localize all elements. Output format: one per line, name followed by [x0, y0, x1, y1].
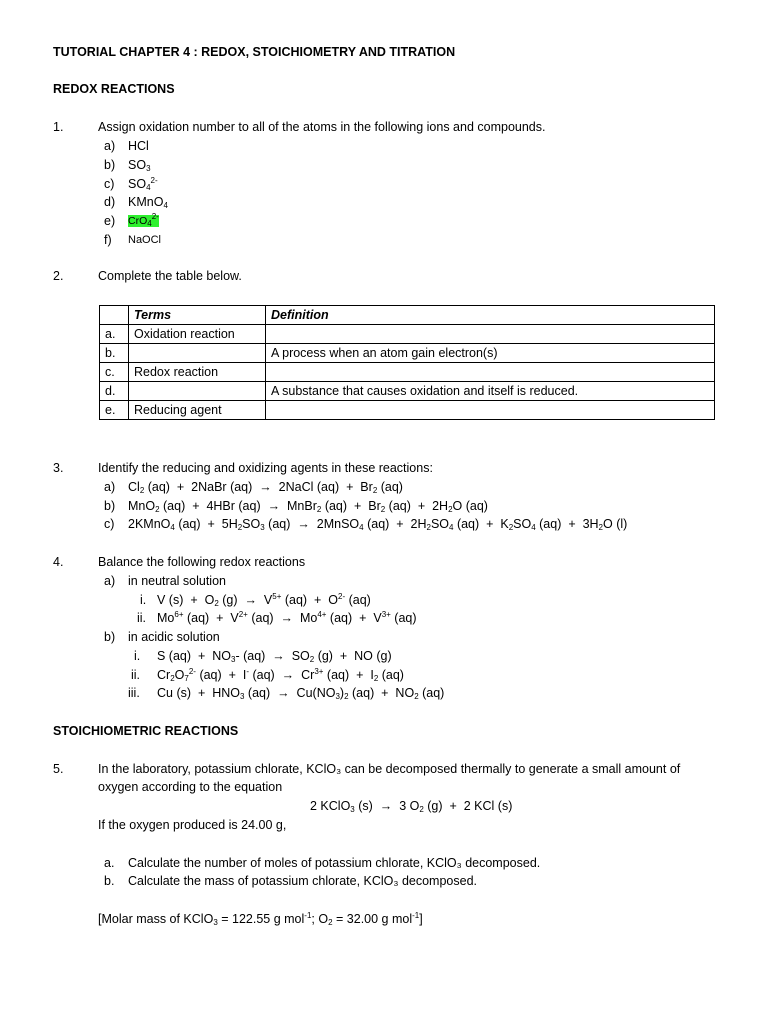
table-header-row: [100, 306, 715, 325]
row-term: Redox reaction: [129, 363, 266, 382]
table-row: [100, 363, 715, 382]
q4b-reaction-iii: Cu $(s) + HNO_3$ $(aq) \to Cu(NO_3)_2$ $(aq) + NO_2$ (aq): [157, 686, 445, 701]
q4b-roman-iii: iii.: [128, 686, 140, 700]
q4a-reaction-i: V $(s) + O_2$ $(g) \to V^{5+}$ $(aq) + O^{2-}$ (aq): [157, 592, 371, 608]
q1-label-e: e): [104, 214, 116, 228]
table-row: [100, 401, 715, 420]
table-row: [100, 382, 715, 401]
q4a-roman-ii: ii.: [137, 611, 147, 625]
highlight-mark: CrO$_4^{2-}$: [128, 212, 159, 228]
row-term: Oxidation reaction: [129, 325, 266, 344]
table-header-definition: Definition: [266, 306, 715, 325]
question-5-line-1: In the laboratory, potassium chlorate, KClO₃ can be decomposed thermally to generate a small amount of: [98, 762, 681, 776]
q3-reaction-a: $Cl_2$ (aq) + 2NaBr (aq) → 2NaCl $(aq) + Br_2$ (aq): [128, 480, 403, 495]
row-index: d.: [100, 382, 129, 401]
q4a-reaction-ii: $Mo^{6+}$ $(aq) + V^{2+}$ $(aq) \to Mo^{4+}$ $(aq) + V^{3+}$ (aq): [157, 610, 417, 625]
q4b-reaction-i: S $(aq) + NO_3-$ $(aq) \to SO_2$ (g) + NO (g): [157, 649, 392, 664]
q1-label-f: f): [104, 233, 112, 247]
row-term: Reducing agent: [129, 401, 266, 420]
q4-part-a-label: a): [104, 574, 116, 588]
q3-label-c: c): [104, 517, 115, 531]
question-3-text: Identify the reducing and oxidizing agents in these reactions:: [98, 461, 433, 475]
q4a-roman-i: i.: [140, 593, 147, 607]
row-definition: [266, 325, 715, 344]
question-4-number: 4.: [53, 555, 64, 569]
q1-label-d: d): [104, 195, 116, 209]
q5-label-b: b.: [104, 874, 115, 888]
row-term: [129, 382, 266, 401]
question-4-text: Balance the following redox reactions: [98, 555, 306, 569]
q1-item-b: $SO_3$: [128, 158, 151, 173]
row-index: c.: [100, 363, 129, 382]
q3-reaction-b: MnO$_2$ (aq) + 4HBr (aq) → MnBr$_2$ $(aq) + Br_2$ $(aq) + 2H_2O$ (aq): [128, 499, 488, 514]
q1-item-f: NaOCl: [128, 234, 162, 246]
q5-equation: 2 KClO$_3$ (s) → 3 $O_2$ (g) + 2 KCl (s): [310, 799, 513, 814]
question-5-number: 5.: [53, 762, 64, 776]
q1-item-d: KMnO$_4$: [128, 195, 168, 210]
q5-part-a: Calculate the number of moles of potassium chlorate, KClO₃ decomposed.: [128, 856, 541, 870]
table-header-blank: [100, 306, 129, 325]
row-index: a.: [100, 325, 129, 344]
question-5-line-2: oxygen according to the equation: [98, 780, 283, 794]
question-3-number: 3.: [53, 461, 64, 475]
row-definition: A substance that causes oxidation and itself is reduced.: [266, 382, 715, 401]
row-definition: [266, 401, 715, 420]
q5-molar-mass-note: [Molar mass of KClO$_3$ = 122.55 g mol$^{-1}$; $O_2 = 32.00$ g mol$^{-1}$]: [98, 911, 423, 927]
row-index: b.: [100, 344, 129, 363]
table-header-terms: Terms: [129, 306, 266, 325]
q4-part-b-label: b): [104, 630, 116, 644]
section-heading-stoichiometric: STOICHIOMETRIC REACTIONS: [53, 724, 239, 738]
row-term: [129, 344, 266, 363]
q5-part-b: Calculate the mass of potassium chlorate, KClO₃ decomposed.: [128, 874, 478, 888]
q3-label-a: a): [104, 480, 116, 494]
q4b-roman-i: i.: [134, 649, 141, 663]
q1-label-a: a): [104, 139, 116, 153]
q4b-roman-ii: ii.: [131, 668, 141, 682]
q1-item-c: $SO_4^{2-}$: [128, 176, 158, 192]
row-definition: A process when an atom gain electron(s): [266, 344, 715, 363]
q1-item-a: HCl: [128, 139, 149, 153]
q4-part-b-text: in acidic solution: [128, 630, 220, 644]
q1-label-c: c): [104, 177, 115, 191]
question-2-text: Complete the table below.: [98, 269, 242, 283]
q3-reaction-c: 2KMnO$_4$ $(aq) + 5H_2SO_3$ (aq) → 2MnSO$_4$ $(aq) + 2H_2SO_4$ $(aq) + K_2SO_4$ $(aq) + 3H_2O$ (l): [128, 517, 628, 532]
q5-given: If the oxygen produced is 24.00 g,: [98, 818, 287, 832]
question-1-number: 1.: [53, 120, 64, 134]
question-1-text: Assign oxidation number to all of the atoms in the following ions and compounds.: [98, 120, 546, 134]
q4b-reaction-ii: $Cr_2O_7^{2-}$ (aq) + I- $(aq) \to Cr^{3+}$ $(aq) + I_2$ (aq): [157, 667, 404, 683]
table-row: [100, 344, 715, 363]
section-heading-redox: REDOX REACTIONS: [53, 82, 175, 96]
q1-label-b: b): [104, 158, 116, 172]
row-index: e.: [100, 401, 129, 420]
row-definition: [266, 363, 715, 382]
definitions-table: [99, 305, 715, 420]
q5-label-a: a.: [104, 856, 115, 870]
table-row: [100, 325, 715, 344]
q3-label-b: b): [104, 499, 116, 513]
q4-part-a-text: in neutral solution: [128, 574, 226, 588]
question-2-number: 2.: [53, 269, 64, 283]
q1-item-e-highlighted: [128, 213, 159, 229]
page-title: TUTORIAL CHAPTER 4 : REDOX, STOICHIOMETRY AND TITRATION: [53, 45, 456, 59]
